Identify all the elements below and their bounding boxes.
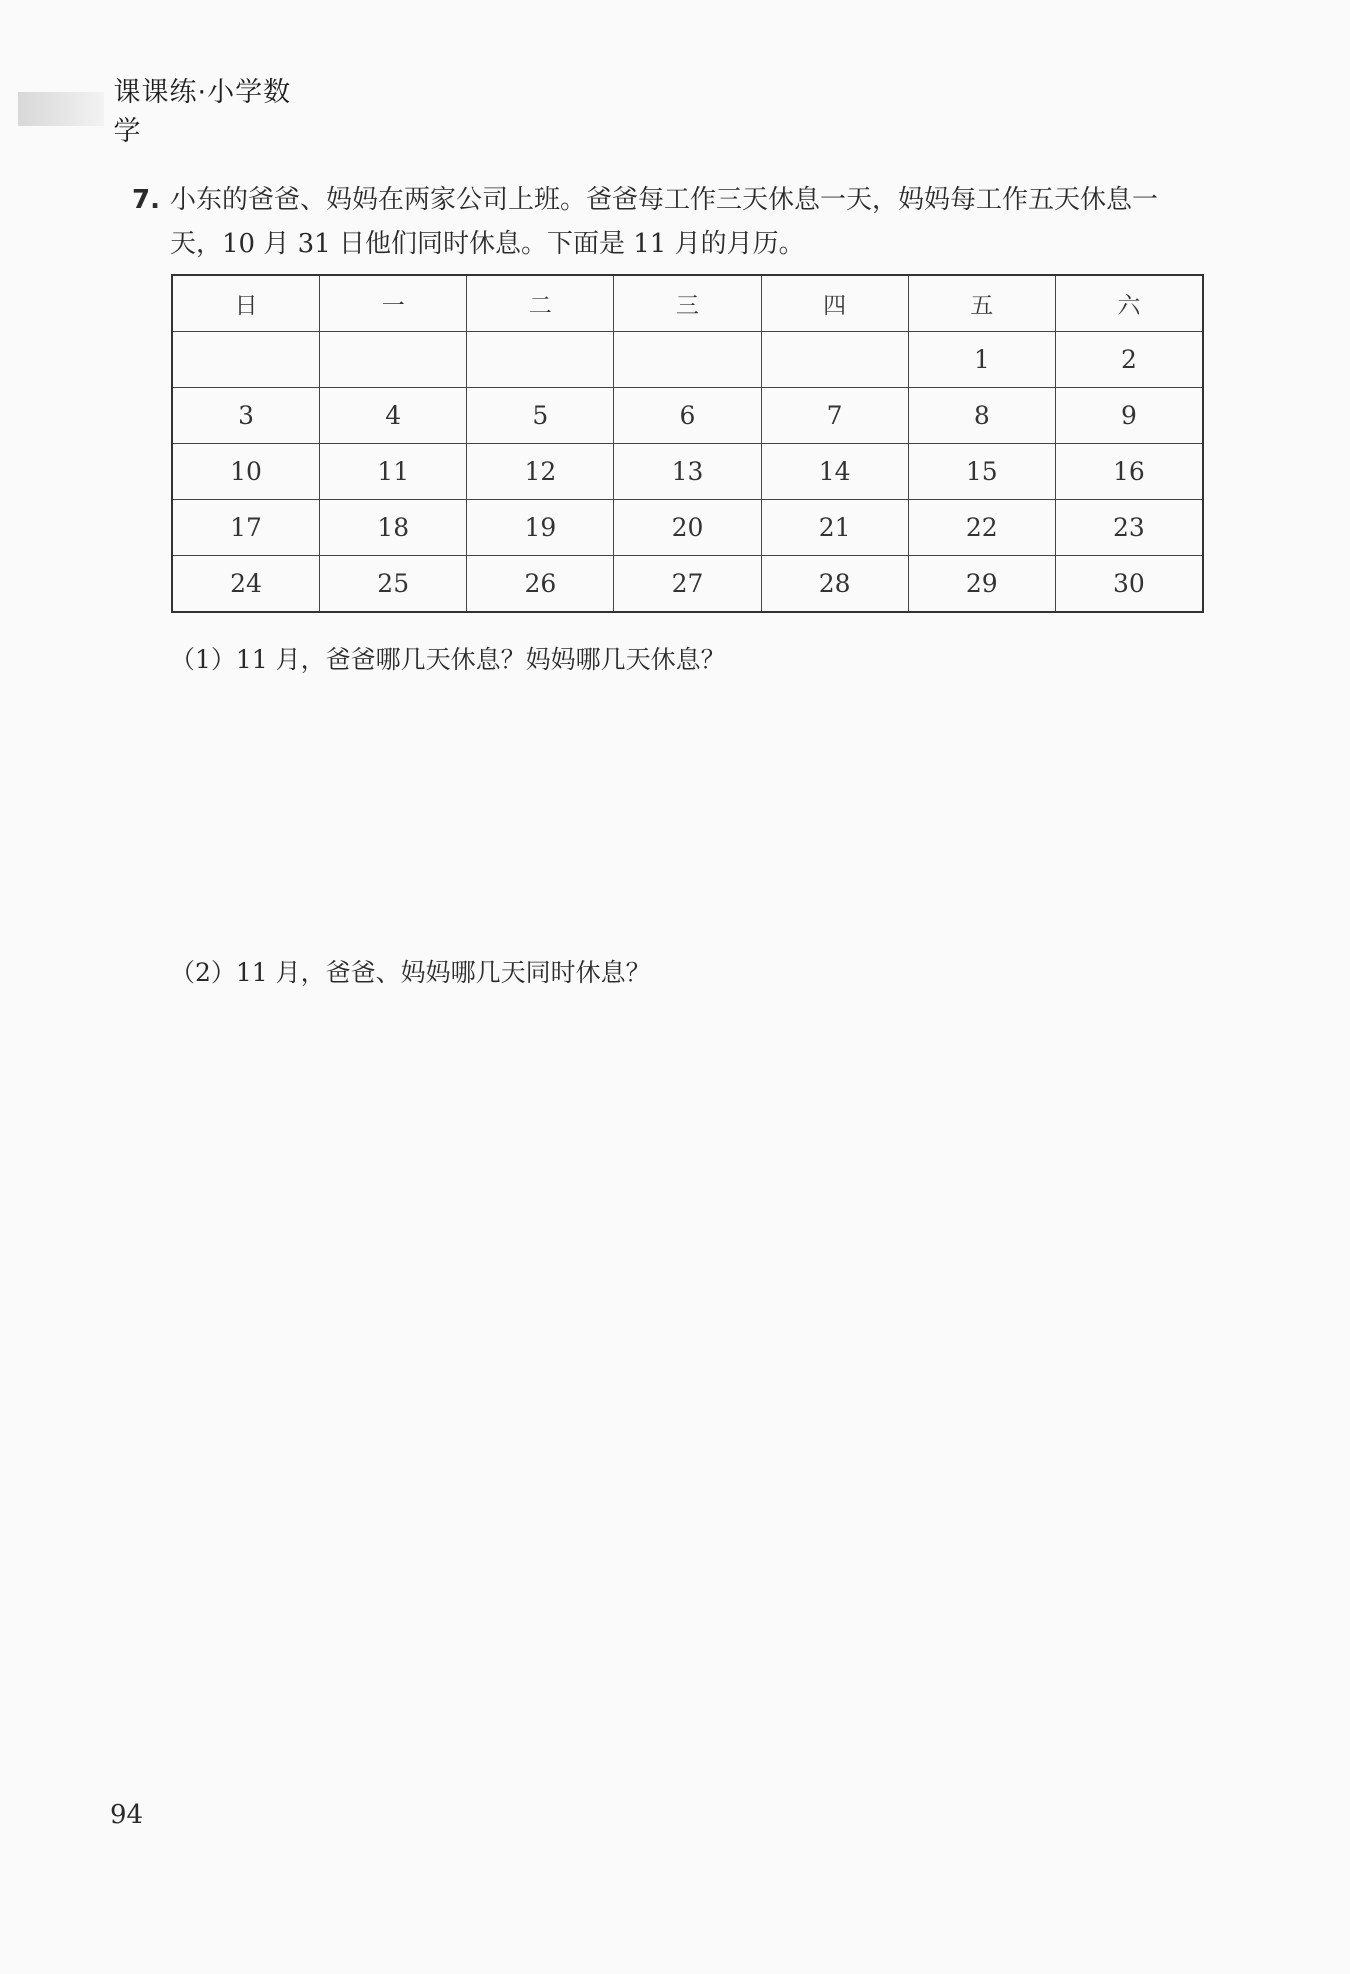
calendar-day-cell: 17 <box>172 500 320 556</box>
calendar-week-row <box>172 388 1203 444</box>
calendar-header-row <box>172 275 1203 332</box>
calendar-day-cell <box>320 332 467 388</box>
calendar-day-cell: 2 <box>1055 332 1203 388</box>
calendar-week-row <box>172 444 1203 500</box>
calendar-day-cell: 5 <box>467 388 614 444</box>
calendar-day-cell: 14 <box>761 444 908 500</box>
weekday-header-mon: 一 <box>320 275 467 332</box>
problem-text-line-2: 天，10 月 31 日他们同时休息。下面是 11 月的月历。 <box>170 229 805 259</box>
problem-text-line-1: 小东的爸爸、妈妈在两家公司上班。爸爸每工作三天休息一天，妈妈每工作五天休息一 <box>170 185 1159 215</box>
question-2: （2）11 月，爸爸、妈妈哪几天同时休息？ <box>170 958 651 987</box>
calendar-day-cell <box>467 332 614 388</box>
weekday-header-sun: 日 <box>172 275 320 332</box>
calendar-day-cell: 15 <box>908 444 1055 500</box>
weekday-header-wed: 三 <box>614 275 761 332</box>
calendar-day-cell: 1 <box>908 332 1055 388</box>
problem-statement <box>132 178 1212 266</box>
problem-number: 7. <box>132 185 160 215</box>
header-decoration-bar <box>18 92 104 126</box>
calendar-day-cell <box>761 332 908 388</box>
question-1: （1）11 月，爸爸哪几天休息？妈妈哪几天休息？ <box>170 645 726 674</box>
calendar-week-row <box>172 500 1203 556</box>
calendar-day-cell: 24 <box>172 556 320 613</box>
calendar-day-cell: 28 <box>761 556 908 613</box>
calendar-day-cell: 23 <box>1055 500 1203 556</box>
calendar-day-cell: 26 <box>467 556 614 613</box>
calendar-day-cell: 18 <box>320 500 467 556</box>
page-number: 94 <box>110 1800 144 1830</box>
calendar-day-cell: 8 <box>908 388 1055 444</box>
november-calendar <box>171 274 1204 613</box>
calendar-day-cell: 11 <box>320 444 467 500</box>
calendar-day-cell: 22 <box>908 500 1055 556</box>
weekday-header-tue: 二 <box>467 275 614 332</box>
calendar-day-cell: 20 <box>614 500 761 556</box>
calendar-day-cell: 29 <box>908 556 1055 613</box>
calendar-day-cell: 10 <box>172 444 320 500</box>
header-title: 课课练·小学数学 <box>113 77 292 147</box>
calendar-day-cell: 4 <box>320 388 467 444</box>
calendar-day-cell: 9 <box>1055 388 1203 444</box>
calendar-day-cell: 12 <box>467 444 614 500</box>
calendar-week-row <box>172 332 1203 388</box>
calendar-week-row <box>172 556 1203 613</box>
weekday-header-fri: 五 <box>908 275 1055 332</box>
calendar-day-cell: 16 <box>1055 444 1203 500</box>
calendar-day-cell: 6 <box>614 388 761 444</box>
calendar-day-cell: 13 <box>614 444 761 500</box>
calendar-day-cell: 25 <box>320 556 467 613</box>
calendar-day-cell <box>614 332 761 388</box>
weekday-header-thu: 四 <box>761 275 908 332</box>
calendar-day-cell <box>172 332 320 388</box>
calendar-day-cell: 19 <box>467 500 614 556</box>
page-header <box>18 77 318 147</box>
weekday-header-sat: 六 <box>1055 275 1203 332</box>
calendar-day-cell: 30 <box>1055 556 1203 613</box>
problem-line-1 <box>132 178 1212 222</box>
calendar-day-cell: 27 <box>614 556 761 613</box>
calendar-day-cell: 7 <box>761 388 908 444</box>
calendar-day-cell: 21 <box>761 500 908 556</box>
calendar-day-cell: 3 <box>172 388 320 444</box>
